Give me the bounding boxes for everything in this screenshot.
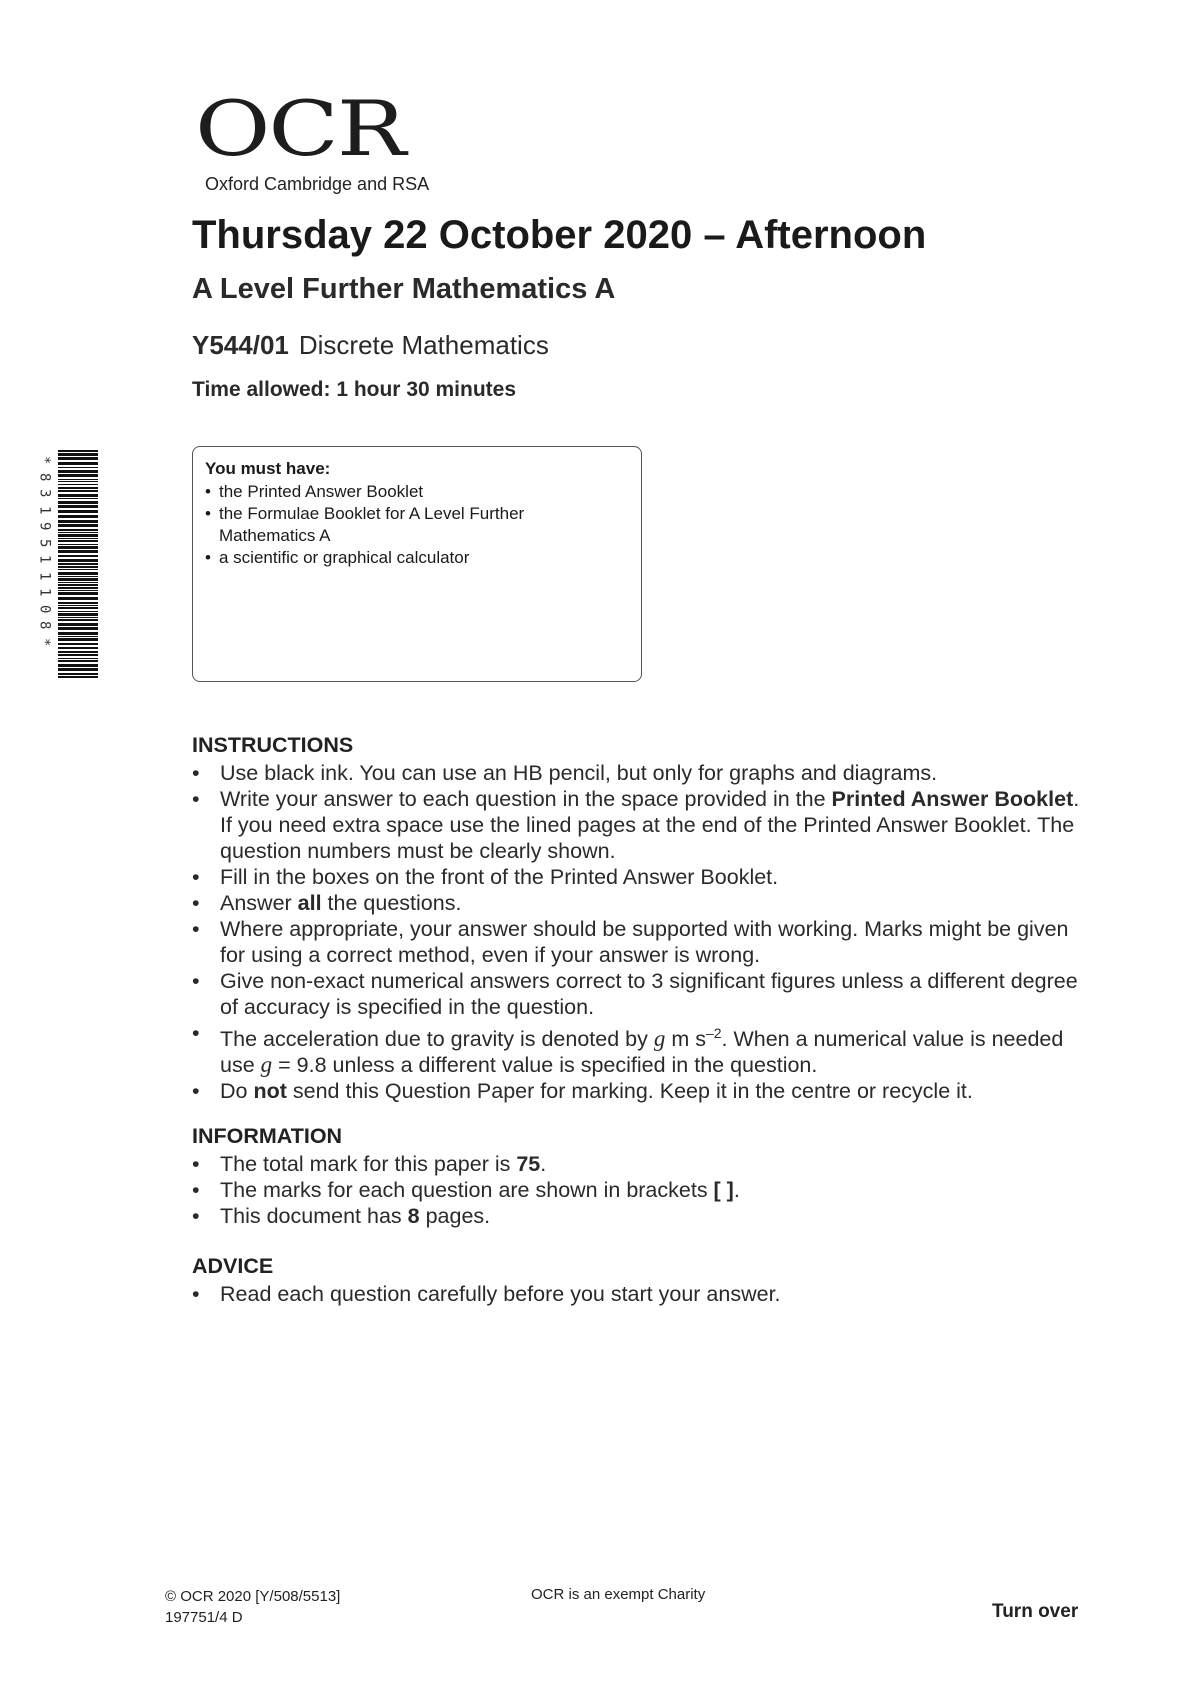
information-list <box>192 1151 1092 1229</box>
ocr-logo <box>195 85 430 194</box>
qualification-title: A Level Further Mathematics A <box>192 273 616 305</box>
barcode-bar <box>58 524 98 527</box>
barcode-bar <box>58 607 98 609</box>
barcode-digits: * 8 3 1 9 5 1 1 1 0 8 * <box>36 456 53 646</box>
barcode-bar <box>58 510 98 513</box>
barcode-bar <box>58 494 98 497</box>
instructions-section <box>192 733 1092 1104</box>
barcode-bar <box>58 576 98 577</box>
barcode-bar <box>58 487 98 489</box>
barcode-bar <box>58 592 98 595</box>
advice-section <box>192 1254 1092 1307</box>
advice-list <box>192 1281 1092 1307</box>
barcode-bar <box>58 611 98 612</box>
barcode-bar <box>58 602 98 604</box>
barcode-bar <box>58 563 98 565</box>
information-heading: INFORMATION <box>192 1124 343 1148</box>
list-item: • a scientific or graphical calculator <box>205 547 629 569</box>
barcode-bar <box>58 676 98 678</box>
list-item: • Write your answer to each question in the space provided in the Printed Answer Booklet. If you need extra space use the lined pages at the end of the Printed Answer Booklet. The question numbers must be clearly shown. <box>192 786 1092 864</box>
barcode-bar <box>58 559 98 562</box>
instructions-list <box>192 760 1092 1104</box>
barcode-bar <box>58 617 98 618</box>
turn-over-label: Turn over <box>992 1601 1079 1622</box>
barcode-bar <box>58 474 98 477</box>
information-section <box>192 1124 1092 1229</box>
barcode-bar <box>58 632 98 635</box>
list-item: • Do not send this Question Paper for marking. Keep it in the centre or recycle it. <box>192 1078 1092 1104</box>
list-item: • the Formulae Booklet for A Level Further Mathematics A <box>205 503 549 547</box>
list-item: • the Printed Answer Booklet <box>205 481 629 503</box>
barcode-bar <box>58 540 98 542</box>
barcode-bar <box>58 569 98 570</box>
barcode-bar <box>58 647 98 649</box>
list-item: • This document has 8 pages. <box>192 1203 1092 1229</box>
you-must-have-list <box>205 481 629 569</box>
barcode-bar <box>58 538 98 539</box>
barcode-bar <box>58 584 98 586</box>
barcode-bar <box>58 597 98 600</box>
barcode-bar <box>58 619 98 621</box>
barcode-bar <box>58 668 98 671</box>
list-item: • The acceleration due to gravity is denoted by g m $s^{-2}$. When a numerical value is needed use g = 9.8 unless a different value is specified in the question. <box>192 1020 1092 1078</box>
barcode-bar <box>58 529 98 531</box>
list-item: • Read each question carefully before you start your answer. <box>192 1281 1092 1307</box>
barcode-bar <box>58 555 98 557</box>
list-item: • Answer all the questions. <box>192 890 1092 916</box>
barcode-bar <box>58 520 98 523</box>
barcode-bar <box>58 453 98 456</box>
advice-heading: ADVICE <box>192 1254 274 1278</box>
barcode-bar <box>58 651 98 653</box>
barcode-bar <box>58 550 98 553</box>
barcode-bar <box>58 490 98 492</box>
logo-mark: OCR <box>195 85 405 174</box>
barcode-bar <box>58 627 98 630</box>
barcode-bar <box>58 450 98 452</box>
barcode-bar <box>58 462 98 465</box>
list-item: • Where appropriate, your answer should be supported with working. Marks might be given for using a correct method, even if your answer is wrong. <box>192 916 1092 968</box>
barcode-bar <box>58 638 98 641</box>
list-item: • Fill in the boxes on the front of the Printed Answer Booklet. <box>192 864 1092 890</box>
barcode-bar <box>58 498 98 499</box>
barcode-bar <box>58 572 98 575</box>
instructions-heading: INSTRUCTIONS <box>192 733 354 757</box>
barcode-bar <box>58 578 98 581</box>
footer-copyright-block <box>165 1586 340 1628</box>
list-item: • The marks for each question are shown in brackets [ ]. <box>192 1177 1092 1203</box>
you-must-have-box <box>192 446 642 682</box>
list-item: • Use black ink. You can use an HB pencil, but only for graphs and diagrams. <box>192 760 1092 786</box>
barcode-bar <box>58 544 98 545</box>
barcode-bar <box>58 470 98 473</box>
list-item: • The total mark for this paper is 75. <box>192 1151 1092 1177</box>
barcode-bar <box>58 636 98 637</box>
barcode-bar <box>58 654 98 656</box>
barcode-bar <box>58 605 98 606</box>
barcode-bar <box>58 590 98 591</box>
unit-title: Discrete Mathematics <box>298 330 549 360</box>
unit-code: Y544/01 <box>192 330 289 360</box>
footer-reference: 197751/4 D <box>165 1609 243 1626</box>
barcode-bar <box>58 623 98 626</box>
barcode-bar <box>58 582 98 583</box>
footer-copyright: © OCR 2020 [Y/508/5513] <box>165 1588 341 1605</box>
barcode-bar <box>58 505 98 508</box>
barcode-bar <box>58 546 98 549</box>
exam-date-session: Thursday 22 October 2020 – Afternoon <box>192 213 927 257</box>
you-must-have-title: You must have: <box>205 459 331 478</box>
barcode-bar <box>58 479 98 480</box>
barcode-bar <box>58 481 98 482</box>
barcode-bar <box>58 643 98 645</box>
barcode-bar <box>58 532 98 533</box>
barcode-bar <box>58 467 98 468</box>
barcode-bar <box>58 673 98 675</box>
unit-line <box>192 330 549 361</box>
logo-subtitle: Oxford Cambridge and RSA <box>205 174 430 194</box>
barcode-bar <box>58 534 98 537</box>
barcode-bar <box>58 515 98 518</box>
list-item: • Give non-exact numerical answers correct to 3 significant figures unless a different degree of accuracy is specified in the question. <box>192 968 1092 1020</box>
barcode-bar <box>58 660 98 662</box>
barcode-bar <box>58 566 98 568</box>
barcode-bar <box>58 664 98 667</box>
barcode-bar <box>58 484 98 485</box>
time-allowed: Time allowed: 1 hour 30 minutes <box>192 378 517 401</box>
barcode-bar <box>58 613 98 616</box>
barcode-bar <box>58 501 98 504</box>
barcode-bar <box>58 457 98 460</box>
barcode-bar <box>58 658 98 659</box>
footer-charity: OCR is an exempt Charity <box>531 1586 706 1603</box>
barcode-bar <box>58 587 98 589</box>
